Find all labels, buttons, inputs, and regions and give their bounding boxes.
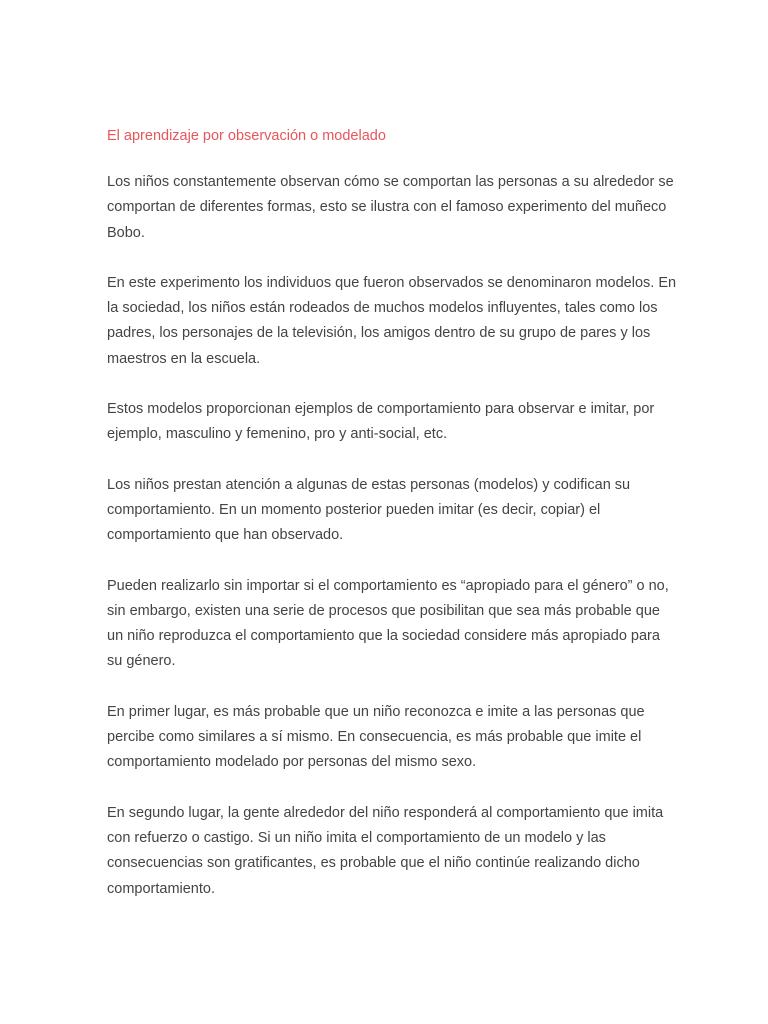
paragraph-3: Estos modelos proporcionan ejemplos de comportamiento para observar e imitar, por ejemplo, masculino y femenino, pro y anti-social, etc. xyxy=(107,401,655,443)
paragraph-7: En segundo lugar, la gente alrededor del niño responderá al comportamiento que imita con refuerzo o castigo. Si un niño imita el comportamiento de un modelo y las consecuencias son gratificantes, es probable que el niño continúe realizando dicho comportamiento. xyxy=(107,804,664,897)
paragraph-6: En primer lugar, es más probable que un niño reconozca e imite a las personas que percibe como similares a sí mismo. En consecuencia, es más probable que imite el comportamiento modelado por personas del mismo sexo. xyxy=(107,703,645,771)
paragraph-4: Los niños prestan atención a algunas de estas personas (modelos) y codifican su comportamiento. En un momento posterior pueden imitar (es decir, copiar) el comportamiento que han observado. xyxy=(107,476,631,544)
document-title: El aprendizaje por observación o modelado xyxy=(107,128,386,144)
paragraph-5: Pueden realizarlo sin importar si el comportamiento es “apropiado para el género” o no, sin embargo, existen una serie de procesos que posibilitan que sea más probable que un niño reproduzca el comportamiento que la sociedad considere más apropiado para su género. xyxy=(107,577,669,670)
paragraph-1: Los niños constantemente observan cómo se comportan las personas a su alrededor se comportan de diferentes formas, esto se ilustra con el famoso experimento del muñeco Bobo. xyxy=(107,174,674,241)
paragraph-2: En este experimento los individuos que fueron observados se denominaron modelos. En la sociedad, los niños están rodeados de muchos modelos influyentes, tales como los padres, los personajes de la televisión, los amigos dentro de su grupo de pares y los maestros en la escuela. xyxy=(107,274,677,367)
